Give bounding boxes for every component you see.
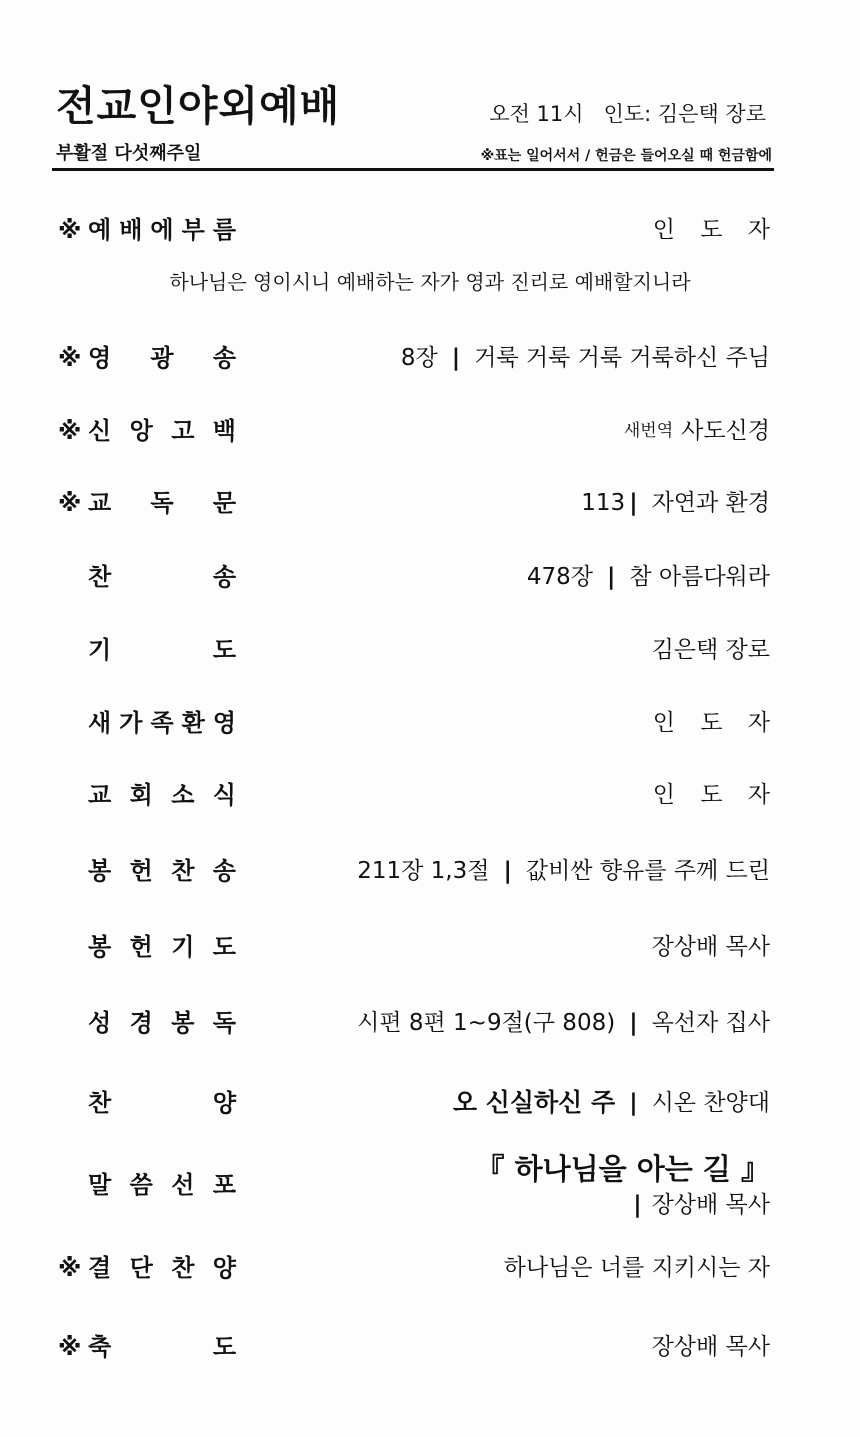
item-label: ※ 축 도	[58, 1327, 236, 1367]
item-label: ※ 신 앙 고 백	[58, 411, 236, 451]
hymn-title: 참 아름다워라	[629, 564, 770, 590]
item-label: ※ 결 단 찬 양	[58, 1248, 236, 1288]
header-divider	[52, 168, 774, 171]
hymn-number: 8장	[400, 345, 438, 371]
item-content: 인 도 자	[652, 217, 779, 243]
item-content: 인 도 자	[652, 710, 779, 736]
order-item-responsive-reading	[58, 483, 770, 523]
order-item-scripture	[58, 1003, 770, 1043]
item-content: 시편 8편 1~9절(구 808) | 옥선자 집사	[357, 1003, 770, 1043]
item-content: 오 신실하신 주 | 시온 찬양대	[453, 1083, 770, 1123]
order-item-church-news	[58, 775, 779, 815]
stand-mark: ※	[58, 1254, 82, 1282]
sermon-speaker-line: | 장상배 목사	[633, 1192, 770, 1218]
item-label: 교 회 소 식	[88, 781, 236, 809]
item-content: 하나님은 너를 지키시는 자	[503, 1255, 770, 1281]
reading-number: 113	[581, 490, 626, 516]
item-content: 8장 | 거룩 거룩 거룩 거룩하신 주님	[401, 338, 770, 378]
choir-name: 시온 찬양대	[651, 1090, 770, 1116]
item-content: 장상배 목사	[651, 1334, 770, 1360]
item-label: ※ 예 배 에 부 름	[58, 210, 236, 250]
order-item-welcome	[58, 703, 779, 743]
service-leader: 인도: 김은택 장로	[603, 102, 766, 126]
item-label: 찬 양	[88, 1089, 236, 1117]
item-content	[624, 411, 770, 451]
item-label: 봉 헌 기 도	[88, 933, 236, 961]
order-item-anthem	[58, 1083, 770, 1123]
sermon-title: 『 하나님을 아는 길 』	[475, 1152, 770, 1186]
bulletin-header	[52, 78, 774, 172]
item-label: 새 가 족 환 영	[88, 709, 236, 737]
hymn-title: 거룩 거룩 거룩 거룩하신 주님	[474, 345, 770, 371]
hymn-number: 211장 1,3절	[357, 858, 490, 884]
creed-title: 사도신경	[681, 418, 770, 444]
call-to-worship-verse: 하나님은 영이시니 예배하는 자가 영과 진리로 예배할지니라	[169, 270, 691, 294]
order-item-prayer	[58, 630, 770, 670]
service-time: 오전 11시	[489, 102, 584, 126]
order-item-benediction	[58, 1327, 770, 1367]
item-content: 211장 1,3절 | 값비싼 향유를 주께 드린	[357, 851, 770, 891]
order-item-closing-hymn	[58, 1248, 770, 1288]
reading-title: 자연과 환경	[651, 490, 770, 516]
order-item-offering-hymn	[58, 851, 770, 891]
stand-mark: ※	[58, 216, 82, 244]
item-content: 인 도 자	[652, 782, 779, 808]
item-content: 478장 | 참 아름다워라	[527, 557, 770, 597]
order-item-doxology	[58, 338, 770, 378]
order-item-creed	[58, 411, 770, 451]
hymn-number: 478장	[526, 564, 593, 590]
item-label: 찬 송	[88, 563, 236, 591]
stand-mark: ※	[58, 1333, 82, 1361]
item-label: ※ 교 독 문	[58, 483, 236, 523]
order-item-offering-prayer	[58, 927, 770, 967]
stand-mark: ※	[58, 344, 82, 372]
scripture-reader: 옥선자 집사	[651, 1010, 770, 1036]
hymn-title: 값비싼 향유를 주께 드린	[525, 858, 770, 884]
item-label: ※ 영 광 송	[58, 338, 236, 378]
order-item-call-to-worship	[58, 210, 779, 250]
sermon-speaker: 장상배 목사	[651, 1192, 770, 1218]
stand-mark: ※	[58, 489, 82, 517]
service-info	[489, 100, 766, 128]
scripture-passage: 시편 8편 1~9절(구 808)	[357, 1010, 616, 1036]
item-content: 김은택 장로	[651, 637, 770, 663]
item-label: 봉 헌 찬 송	[88, 857, 236, 885]
page-title: 전교인야외예배	[56, 82, 341, 130]
standing-notice: ※표는 일어서서 / 헌금은 들어오실 때 헌금함에	[480, 148, 772, 164]
item-label: 말 씀 선 포	[88, 1171, 236, 1199]
item-content: 장상배 목사	[651, 934, 770, 960]
anthem-title: 오 신실하신 주	[452, 1088, 616, 1117]
order-item-hymn	[58, 557, 770, 597]
stand-mark: ※	[58, 417, 82, 445]
page-subtitle: 부활절 다섯째주일	[56, 143, 202, 164]
item-label: 성 경 봉 독	[88, 1009, 236, 1037]
translation-note: 새번역	[623, 421, 674, 441]
item-content: 113 | 자연과 환경	[581, 483, 770, 523]
item-label: 기 도	[88, 636, 236, 664]
